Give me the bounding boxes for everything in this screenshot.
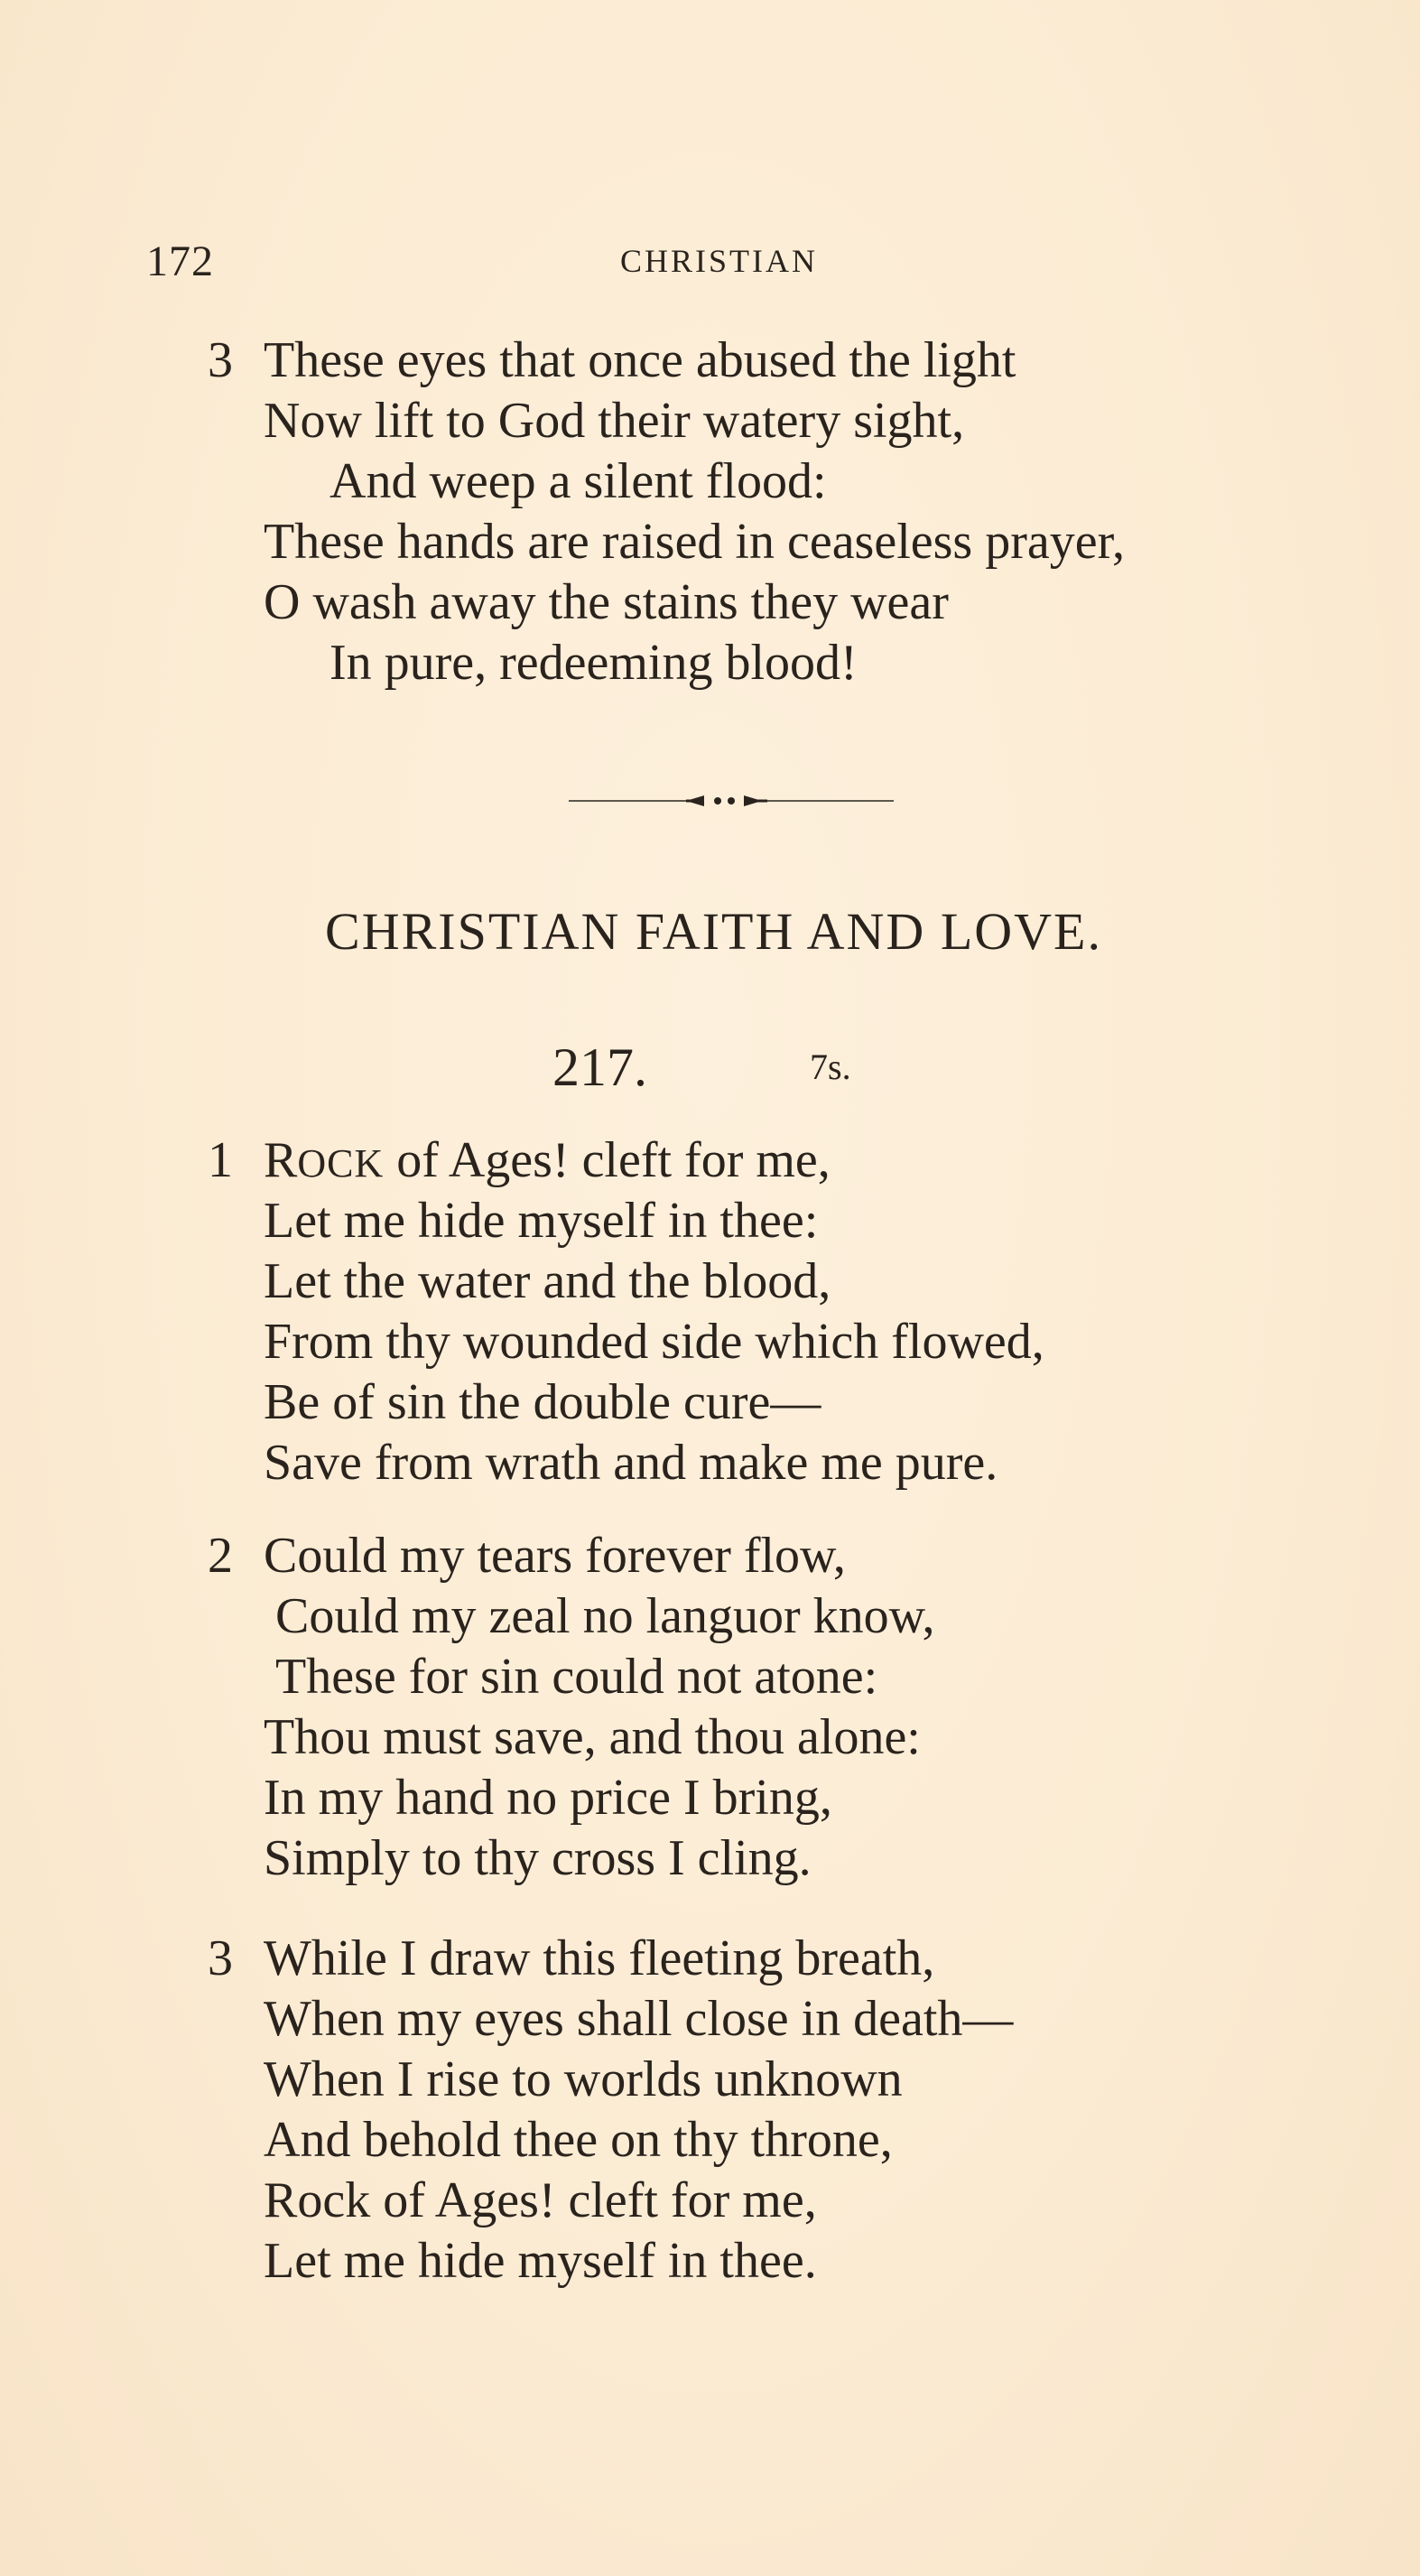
- verse-text: While I draw this fleeting breath,: [264, 1930, 935, 1986]
- verse-line: [0, 1768, 1420, 1828]
- verse-line: [0, 1526, 1420, 1586]
- verse-text: [264, 1130, 831, 1194]
- verse-line: [0, 1929, 1420, 1989]
- verse-text: From thy wounded side which flowed,: [264, 1314, 1044, 1370]
- verse-text: Be of sin the double cure—: [264, 1374, 821, 1430]
- section-title: CHRISTIAN FAITH AND LOVE.: [325, 902, 1102, 961]
- verse-text: O wash away the stains they wear: [264, 574, 949, 630]
- verse-line: [0, 2110, 1420, 2171]
- verse-line: [0, 451, 1420, 512]
- hymn-number: 217.: [552, 1037, 647, 1097]
- verse-line: [0, 1433, 1420, 1493]
- stanza-number: 1: [208, 1132, 233, 1188]
- verse-text: These eyes that once abused the light: [264, 332, 1016, 388]
- verse-text: Simply to thy cross I cling.: [264, 1830, 812, 1886]
- verse-text: And behold thee on thy throne,: [264, 2112, 893, 2168]
- verse-text: Could my zeal no languor know,: [275, 1588, 935, 1644]
- verse-text: Rock of Ages! cleft for me,: [264, 2172, 817, 2228]
- verse-text: Let me hide myself in thee:: [264, 1193, 819, 1249]
- stanza-number: 3: [208, 1930, 233, 1986]
- verse-line: [0, 1251, 1420, 1312]
- verse-line: [0, 1191, 1420, 1251]
- verse-line: [0, 1130, 1420, 1191]
- verse-line: [0, 1372, 1420, 1433]
- verse-line: [0, 512, 1420, 572]
- verse-text: Now lift to God their watery sight,: [264, 393, 965, 449]
- hymn-stanza-1: [0, 1130, 1420, 1493]
- stanza-number: 2: [208, 1528, 233, 1584]
- verse-line: [0, 2171, 1420, 2231]
- hymn-stanza-2: [0, 1526, 1420, 1889]
- divider-ornament: [569, 787, 894, 814]
- verse-text: Let me hide myself in thee.: [264, 2233, 817, 2289]
- verse-line: [0, 2050, 1420, 2110]
- page-number: 172: [146, 237, 214, 285]
- verse-line: [0, 572, 1420, 633]
- verse-line: [0, 633, 1420, 693]
- drop-cap: R: [264, 1132, 298, 1188]
- hymn-meter: 7s.: [810, 1046, 851, 1087]
- verse-line: [0, 1989, 1420, 2050]
- verse-text: Could my tears forever flow,: [264, 1528, 846, 1584]
- verse-text: And weep a silent flood:: [329, 453, 827, 509]
- verse-line: [0, 1647, 1420, 1707]
- verse-text: These for sin could not atone:: [275, 1649, 878, 1705]
- verse-line: [0, 1707, 1420, 1768]
- verse-text: Let the water and the blood,: [264, 1253, 831, 1309]
- hymn-stanza-3: [0, 1929, 1420, 2292]
- verse-text: When I rise to worlds unknown: [264, 2051, 903, 2107]
- first-line-rest: of Ages! cleft for me,: [384, 1132, 831, 1188]
- verse-line: [0, 330, 1420, 391]
- stanza-number: 3: [208, 332, 233, 388]
- small-caps-word: OCK: [297, 1141, 385, 1186]
- verse-line: [0, 1828, 1420, 1889]
- verse-text: Save from wrath and make me pure.: [264, 1435, 998, 1491]
- verse-line: [0, 1586, 1420, 1647]
- verse-text: In my hand no price I bring,: [264, 1770, 832, 1826]
- running-head: CHRISTIAN: [619, 243, 818, 279]
- verse-text: When my eyes shall close in death—: [264, 1991, 1014, 2047]
- verse-text: These hands are raised in ceaseless prayer,: [264, 514, 1125, 570]
- verse-text: Thou must save, and thou alone:: [264, 1709, 921, 1765]
- verse-text: In pure, redeeming blood!: [329, 635, 858, 691]
- verse-line: [0, 391, 1420, 451]
- verse-line: [0, 2231, 1420, 2292]
- verse-line: [0, 1312, 1420, 1372]
- previous-hymn-stanza: [0, 330, 1420, 693]
